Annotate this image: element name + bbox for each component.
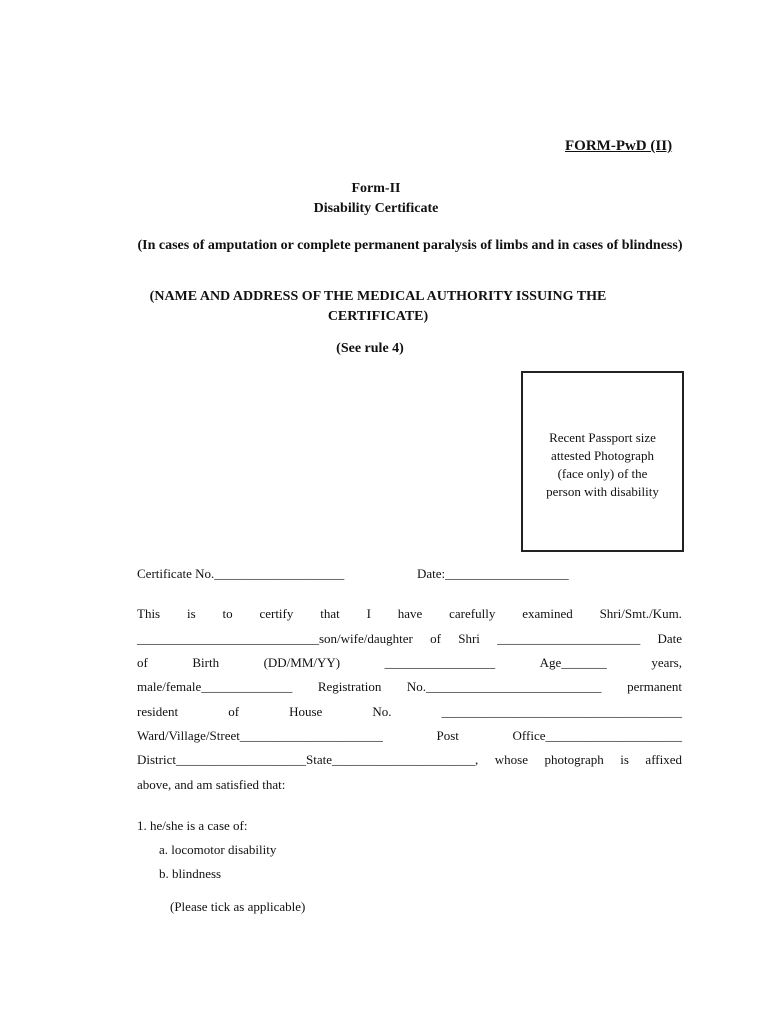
body-word: ____________________________son/wife/daughter: [137, 631, 413, 646]
date-field: Date:___________________: [417, 566, 569, 581]
form-number: Form-II: [351, 181, 401, 196]
body-word: examined: [522, 606, 573, 621]
body-line-8: above, and am satisfied that:: [137, 777, 286, 792]
certificate-number-field: Certificate No.____________________: [137, 566, 345, 581]
body-word: to: [222, 606, 233, 621]
body-word: ______________________: [497, 631, 641, 646]
body-line-2: [137, 631, 682, 647]
body-word: Shri/Smt./Kum.: [599, 606, 682, 621]
body-word: years,: [651, 655, 682, 670]
medical-authority-heading: (NAME AND ADDRESS OF THE MEDICAL AUTHORITY ISSUING THE CERTIFICATE): [149, 289, 607, 324]
body-word: District____________________State______________________,: [137, 752, 479, 767]
body-line-7: [137, 752, 682, 768]
tick-instruction: (Please tick as applicable): [170, 899, 306, 914]
rule-reference: (See rule 4): [336, 341, 404, 356]
body-word: is: [186, 606, 196, 621]
body-word: carefully: [449, 606, 496, 621]
body-word: that: [320, 606, 340, 621]
body-word: permanent: [627, 679, 682, 694]
body-word: have: [397, 606, 423, 621]
body-word: I: [366, 606, 371, 621]
body-word: _________________: [384, 655, 496, 670]
body-word: _____________________________________: [441, 704, 682, 719]
body-word: Date: [657, 631, 682, 646]
body-word: of: [137, 655, 148, 670]
body-line-6: [137, 728, 682, 744]
list-item-case-of: 1. he/she is a case of:: [137, 818, 248, 833]
body-line-5: [137, 704, 682, 720]
form-code: FORM-PwD (II): [565, 138, 673, 154]
body-line-1: [137, 606, 682, 622]
certificate-subtitle: (In cases of amputation or complete permanent paralysis of limbs and in cases of blindness): [137, 238, 683, 253]
body-line-3: [137, 655, 682, 671]
body-word: (DD/MM/YY): [263, 655, 341, 670]
body-word: No.___________________________: [406, 679, 602, 694]
body-word: affixed: [645, 752, 682, 767]
list-item-locomotor: a. locomotor disability: [159, 842, 277, 857]
list-item-blindness: b. blindness: [159, 866, 222, 881]
body-word: This: [137, 606, 161, 621]
certificate-title: Disability Certificate: [313, 201, 439, 216]
body-word: Office_____________________: [512, 728, 682, 743]
body-word: Ward/Village/Street______________________: [137, 728, 383, 743]
body-word: Shri: [458, 631, 480, 646]
body-word: male/female______________: [137, 679, 293, 694]
body-word: House: [289, 704, 323, 719]
body-word: resident: [137, 704, 179, 719]
body-word: of: [228, 704, 240, 719]
body-word: Post: [436, 728, 459, 743]
body-line-4: [137, 679, 682, 695]
body-word: whose: [494, 752, 528, 767]
body-word: No.: [372, 704, 392, 719]
body-word: is: [620, 752, 629, 767]
body-word: photograph: [544, 752, 604, 767]
body-word: Birth: [192, 655, 220, 670]
photo-instructions: Recent Passport size attested Photograph (face only) of the person with disability: [546, 430, 659, 499]
body-word: certify: [259, 606, 294, 621]
photo-placeholder-box: [521, 371, 684, 552]
body-word: Registration: [317, 679, 382, 694]
body-word: of: [430, 631, 441, 646]
body-word: Age_______: [539, 655, 607, 670]
